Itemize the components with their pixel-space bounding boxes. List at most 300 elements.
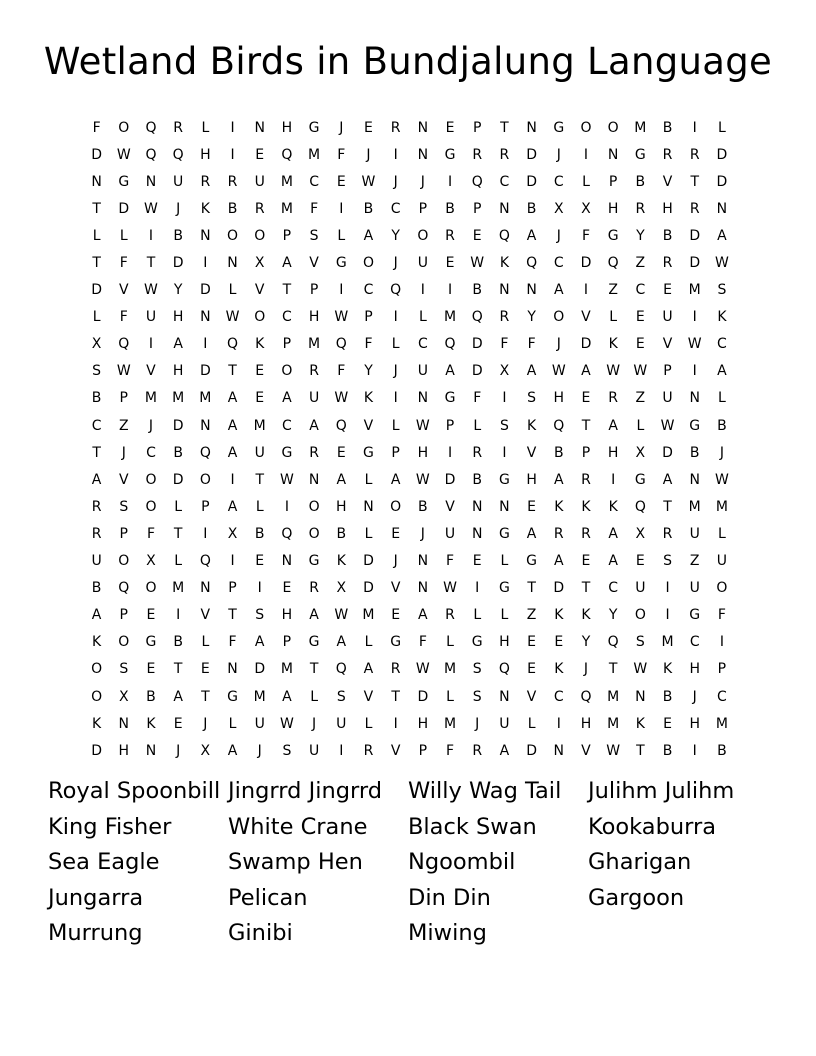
grid-letter: A	[227, 498, 238, 515]
grid-letter: U	[662, 309, 673, 326]
grid-letter: O	[254, 227, 266, 244]
grid-letter: S	[92, 363, 102, 380]
grid-letter: G	[553, 119, 565, 136]
grid-letter: O	[553, 309, 565, 326]
grid-letter: D	[254, 661, 266, 678]
grid-letter: A	[717, 227, 727, 244]
grid-letter: W	[116, 363, 131, 380]
grid-letter: Y	[364, 363, 373, 380]
grid-letter: U	[336, 715, 347, 732]
grid-letter: W	[334, 607, 349, 624]
grid-letter: M	[253, 688, 266, 705]
grid-letter: N	[689, 471, 700, 488]
grid-letter: I	[502, 444, 507, 461]
grid-letter: N	[200, 309, 211, 326]
grid-letter: B	[173, 227, 183, 244]
grid-letter: E	[635, 336, 645, 353]
grid-letter: E	[635, 309, 645, 326]
grid-letter: K	[92, 715, 102, 732]
grid-letter: L	[174, 498, 183, 515]
grid-letter: U	[254, 444, 265, 461]
grid-letter: D	[172, 417, 184, 434]
grid-letter: T	[173, 661, 183, 678]
grid-row	[83, 683, 736, 710]
grid-letter: V	[390, 742, 401, 759]
grid-letter: L	[500, 553, 509, 570]
grid-letter: C	[146, 444, 156, 461]
grid-letter: C	[499, 173, 510, 190]
grid-letter: E	[336, 444, 346, 461]
grid-letter: T	[201, 688, 210, 705]
grid-letter: L	[718, 525, 726, 542]
grid-letter: L	[92, 309, 101, 326]
grid-row	[83, 412, 736, 439]
grid-letter: B	[91, 390, 102, 407]
grid-row	[83, 114, 736, 141]
grid-letter: M	[253, 417, 266, 434]
grid-letter: K	[527, 417, 537, 434]
grid-letter: R	[91, 498, 102, 515]
grid-letter: W	[279, 715, 294, 732]
grid-letter: T	[636, 742, 645, 759]
word-list-item: Gargoon	[588, 884, 685, 911]
grid-letter: D	[417, 688, 429, 705]
grid-letter: V	[146, 363, 156, 380]
grid-letter: C	[717, 688, 727, 705]
grid-letter: M	[199, 390, 212, 407]
grid-letter: F	[581, 227, 590, 244]
grid-letter: A	[227, 390, 238, 407]
grid-letter: Q	[580, 688, 592, 705]
grid-letter: M	[607, 688, 620, 705]
grid-letter: H	[118, 742, 130, 759]
grid-letter: T	[92, 444, 101, 461]
grid-letter: Q	[390, 282, 402, 299]
grid-letter: T	[255, 471, 264, 488]
grid-letter: J	[257, 742, 262, 759]
grid-letter: J	[475, 715, 480, 732]
grid-letter: E	[364, 119, 373, 136]
grid-letter: R	[472, 742, 483, 759]
grid-letter: A	[553, 282, 564, 299]
grid-letter: U	[91, 553, 102, 570]
grid-letter: H	[172, 309, 184, 326]
grid-row	[83, 249, 736, 276]
grid-letter: N	[227, 661, 238, 678]
grid-letter: O	[580, 119, 592, 136]
grid-letter: E	[635, 553, 645, 570]
grid-letter: C	[282, 417, 292, 434]
grid-letter: I	[257, 580, 262, 597]
grid-row	[83, 656, 736, 683]
grid-letter: K	[581, 607, 591, 624]
grid-letter: O	[145, 580, 157, 597]
grid-letter: U	[444, 525, 456, 542]
grid-letter: A	[227, 444, 238, 461]
grid-letter: B	[662, 227, 673, 244]
grid-letter: A	[526, 227, 537, 244]
grid-letter: G	[498, 580, 510, 597]
grid-letter: M	[280, 173, 293, 190]
grid-letter: C	[309, 173, 319, 190]
grid-letter: O	[308, 525, 320, 542]
grid-letter: H	[281, 607, 293, 624]
grid-letter: W	[551, 363, 566, 380]
grid-letter: I	[393, 390, 398, 407]
grid-letter: T	[282, 282, 292, 299]
grid-row	[83, 304, 736, 331]
grid-letter: I	[203, 255, 208, 272]
grid-letter: H	[689, 715, 700, 732]
grid-letter: X	[499, 363, 510, 380]
grid-letter: L	[174, 553, 183, 570]
grid-letter: A	[662, 471, 673, 488]
grid-letter: Y	[581, 634, 591, 651]
grid-letter: M	[280, 200, 293, 217]
grid-letter: P	[119, 390, 128, 407]
grid-letter: A	[608, 525, 618, 542]
grid-letter: H	[172, 363, 184, 380]
grid-letter: C	[417, 336, 428, 353]
grid-letter: V	[363, 417, 374, 434]
puzzle-title: Wetland Birds in Bundjalung Language	[43, 40, 773, 83]
grid-letter: B	[662, 688, 673, 705]
grid-letter: U	[716, 553, 728, 570]
grid-letter: K	[255, 336, 265, 353]
grid-letter: R	[309, 363, 319, 380]
grid-letter: I	[611, 471, 616, 488]
grid-letter: X	[227, 525, 238, 542]
grid-letter: O	[417, 227, 429, 244]
grid-letter: V	[581, 742, 591, 759]
grid-letter: J	[719, 444, 724, 461]
grid-letter: P	[364, 309, 373, 326]
grid-letter: E	[146, 661, 156, 678]
grid-letter: F	[146, 525, 155, 542]
grid-letter: E	[336, 173, 346, 190]
grid-letter: Q	[145, 119, 157, 136]
grid-letter: J	[420, 173, 425, 190]
word-list-item: King Fisher	[48, 813, 172, 840]
grid-letter: O	[634, 607, 646, 624]
grid-letter: Q	[634, 498, 646, 515]
grid-letter: J	[366, 146, 371, 163]
grid-row	[83, 548, 736, 575]
grid-letter: B	[472, 471, 483, 488]
grid-letter: R	[445, 607, 455, 624]
grid-letter: J	[692, 688, 697, 705]
grid-letter: X	[336, 580, 347, 597]
grid-letter: R	[445, 227, 455, 244]
grid-letter: J	[203, 715, 208, 732]
grid-letter: I	[475, 580, 480, 597]
word-list-item: Swamp Hen	[228, 849, 363, 876]
grid-letter: C	[553, 688, 564, 705]
grid-letter: V	[526, 444, 537, 461]
grid-letter: A	[282, 688, 292, 705]
grid-letter: X	[254, 255, 265, 272]
grid-letter: L	[446, 634, 454, 651]
grid-letter: G	[444, 146, 456, 163]
grid-letter: F	[310, 200, 319, 217]
grid-letter: I	[230, 146, 235, 163]
grid-letter: L	[364, 471, 373, 488]
grid-letter: I	[447, 173, 453, 190]
grid-letter: D	[716, 173, 728, 190]
grid-letter: P	[282, 634, 292, 651]
grid-letter: Z	[526, 607, 537, 624]
grid-letter: J	[393, 255, 398, 272]
grid-letter: Z	[635, 255, 646, 272]
grid-letter: I	[719, 634, 724, 651]
grid-letter: I	[339, 282, 344, 299]
grid-letter: B	[472, 282, 483, 299]
grid-letter: G	[390, 634, 402, 651]
grid-letter: W	[714, 255, 729, 272]
grid-letter: O	[254, 309, 266, 326]
grid-letter: Y	[636, 227, 645, 244]
grid-letter: Q	[526, 255, 538, 272]
grid-letter: D	[91, 742, 102, 759]
grid-letter: I	[393, 146, 398, 163]
grid-letter: R	[608, 390, 619, 407]
grid-letter: L	[446, 688, 454, 705]
grid-letter: J	[556, 146, 561, 163]
grid-letter: H	[417, 444, 429, 461]
grid-letter: T	[309, 661, 319, 678]
grid-letter: P	[282, 336, 292, 353]
grid-letter: W	[415, 417, 430, 434]
grid-letter: U	[308, 742, 320, 759]
grid-letter: N	[635, 688, 646, 705]
grid-letter: E	[255, 390, 265, 407]
grid-letter: I	[148, 227, 154, 244]
grid-letter: C	[689, 634, 700, 651]
grid-letter: S	[663, 553, 672, 570]
grid-letter: R	[472, 444, 483, 461]
grid-letter: E	[255, 363, 265, 380]
grid-letter: E	[255, 146, 265, 163]
grid-letter: D	[526, 742, 537, 759]
grid-letter: O	[145, 471, 157, 488]
grid-letter: V	[390, 580, 401, 597]
grid-letter: K	[717, 309, 727, 326]
grid-letter: H	[308, 309, 320, 326]
grid-letter: V	[200, 607, 211, 624]
grid-row	[83, 168, 736, 195]
letter-grid	[83, 114, 736, 764]
grid-letter: W	[687, 336, 702, 353]
grid-letter: N	[281, 553, 293, 570]
grid-row	[83, 277, 736, 304]
grid-letter: G	[689, 607, 701, 624]
grid-letter: A	[282, 390, 292, 407]
grid-letter: B	[146, 688, 156, 705]
grid-letter: N	[499, 200, 510, 217]
grid-letter: I	[393, 715, 398, 732]
grid-letter: I	[230, 471, 235, 488]
grid-letter: W	[714, 471, 729, 488]
grid-letter: D	[580, 255, 592, 272]
word-list-item: Willy Wag Tail	[408, 778, 562, 804]
grid-letter: I	[583, 282, 589, 299]
grid-letter: K	[554, 498, 564, 515]
grid-letter: J	[312, 715, 317, 732]
grid-letter: B	[717, 742, 727, 759]
grid-letter: N	[200, 227, 211, 244]
grid-letter: P	[472, 119, 482, 136]
grid-letter: I	[339, 200, 344, 217]
grid-letter: U	[254, 715, 265, 732]
grid-letter: I	[665, 607, 670, 624]
grid-letter: O	[118, 634, 130, 651]
grid-letter: O	[390, 498, 402, 515]
grid-letter: A	[91, 607, 102, 624]
grid-letter: B	[227, 200, 238, 217]
grid-letter: M	[172, 390, 185, 407]
word-list-item: Jungarra	[48, 884, 144, 911]
grid-letter: B	[336, 525, 347, 542]
grid-letter: C	[608, 580, 619, 597]
grid-letter: N	[118, 715, 130, 732]
grid-letter: G	[444, 390, 456, 407]
grid-letter: I	[692, 742, 697, 759]
grid-letter: N	[308, 471, 320, 488]
grid-letter: Q	[607, 255, 619, 272]
grid-letter: C	[553, 173, 564, 190]
grid-letter: X	[91, 336, 102, 353]
grid-letter: G	[281, 444, 293, 461]
grid-letter: X	[635, 525, 646, 542]
grid-letter: U	[173, 173, 184, 190]
grid-letter: Y	[527, 309, 536, 326]
grid-row	[83, 737, 736, 764]
grid-letter: Q	[335, 417, 347, 434]
grid-letter: R	[662, 255, 673, 272]
grid-letter: M	[607, 715, 620, 732]
grid-letter: H	[607, 444, 619, 461]
grid-letter: P	[119, 607, 128, 624]
grid-letter: R	[390, 119, 401, 136]
grid-row	[83, 439, 736, 466]
grid-letter: N	[145, 742, 157, 759]
grid-letter: R	[581, 471, 591, 488]
grid-letter: A	[608, 417, 618, 434]
grid-letter: I	[176, 607, 181, 624]
grid-letter: W	[443, 580, 457, 597]
grid-letter: A	[363, 227, 374, 244]
grid-letter: O	[281, 363, 293, 380]
word-list	[48, 778, 788, 956]
grid-letter: M	[443, 661, 457, 678]
grid-letter: H	[281, 119, 293, 136]
grid-letter: A	[526, 525, 537, 542]
grid-letter: N	[607, 146, 619, 163]
grid-letter: E	[445, 119, 455, 136]
grid-letter: F	[500, 336, 509, 353]
grid-row	[83, 710, 736, 737]
grid-letter: Q	[145, 146, 157, 163]
grid-letter: L	[718, 119, 726, 136]
grid-letter: W	[470, 255, 485, 272]
grid-letter: U	[499, 715, 510, 732]
grid-letter: L	[201, 119, 210, 136]
grid-letter: G	[526, 553, 538, 570]
grid-letter: I	[502, 390, 507, 407]
grid-letter: F	[119, 255, 128, 272]
grid-letter: O	[199, 471, 211, 488]
grid-letter: A	[445, 363, 455, 380]
grid-letter: T	[391, 688, 400, 705]
grid-letter: R	[635, 200, 646, 217]
grid-letter: A	[173, 688, 183, 705]
grid-letter: P	[663, 363, 672, 380]
grid-letter: K	[146, 715, 156, 732]
grid-letter: S	[499, 417, 509, 434]
grid-letter: L	[364, 715, 373, 732]
grid-row	[83, 575, 736, 602]
grid-letter: T	[228, 363, 237, 380]
grid-letter: K	[608, 498, 618, 515]
grid-letter: Y	[173, 282, 183, 299]
grid-letter: N	[227, 255, 238, 272]
grid-letter: Q	[281, 146, 293, 163]
grid-letter: E	[472, 553, 482, 570]
grid-letter: A	[91, 471, 102, 488]
grid-letter: N	[526, 282, 537, 299]
grid-letter: S	[635, 634, 645, 651]
grid-letter: A	[418, 607, 428, 624]
grid-letter: I	[203, 525, 208, 542]
word-list-item: Black Swan	[408, 813, 537, 840]
grid-letter: M	[362, 607, 375, 624]
grid-letter: I	[692, 309, 697, 326]
grid-letter: V	[118, 471, 129, 488]
grid-letter: B	[173, 444, 183, 461]
grid-letter: D	[716, 146, 728, 163]
grid-letter: L	[92, 227, 101, 244]
grid-letter: E	[527, 498, 537, 515]
grid-letter: O	[716, 580, 728, 597]
grid-letter: G	[335, 255, 347, 272]
grid-letter: Q	[199, 444, 211, 461]
grid-letter: I	[447, 444, 453, 461]
grid-letter: E	[445, 255, 455, 272]
grid-letter: I	[692, 363, 697, 380]
grid-letter: S	[472, 688, 482, 705]
grid-letter: Q	[444, 336, 456, 353]
grid-letter: G	[471, 634, 483, 651]
grid-letter: U	[254, 173, 265, 190]
grid-letter: I	[284, 498, 289, 515]
grid-letter: A	[309, 607, 319, 624]
grid-letter: T	[581, 580, 591, 597]
grid-letter: C	[91, 417, 102, 434]
grid-letter: U	[308, 390, 320, 407]
word-list-item: Jingrrd Jingrrd	[228, 778, 382, 804]
grid-letter: Q	[471, 309, 483, 326]
grid-letter: B	[635, 173, 646, 190]
grid-letter: I	[203, 336, 208, 353]
grid-letter: A	[717, 363, 727, 380]
grid-letter: F	[337, 363, 346, 380]
grid-letter: G	[118, 173, 130, 190]
grid-letter: P	[581, 444, 591, 461]
grid-letter: I	[583, 146, 589, 163]
grid-letter: H	[553, 390, 565, 407]
grid-letter: C	[363, 282, 374, 299]
grid-letter: L	[228, 715, 237, 732]
